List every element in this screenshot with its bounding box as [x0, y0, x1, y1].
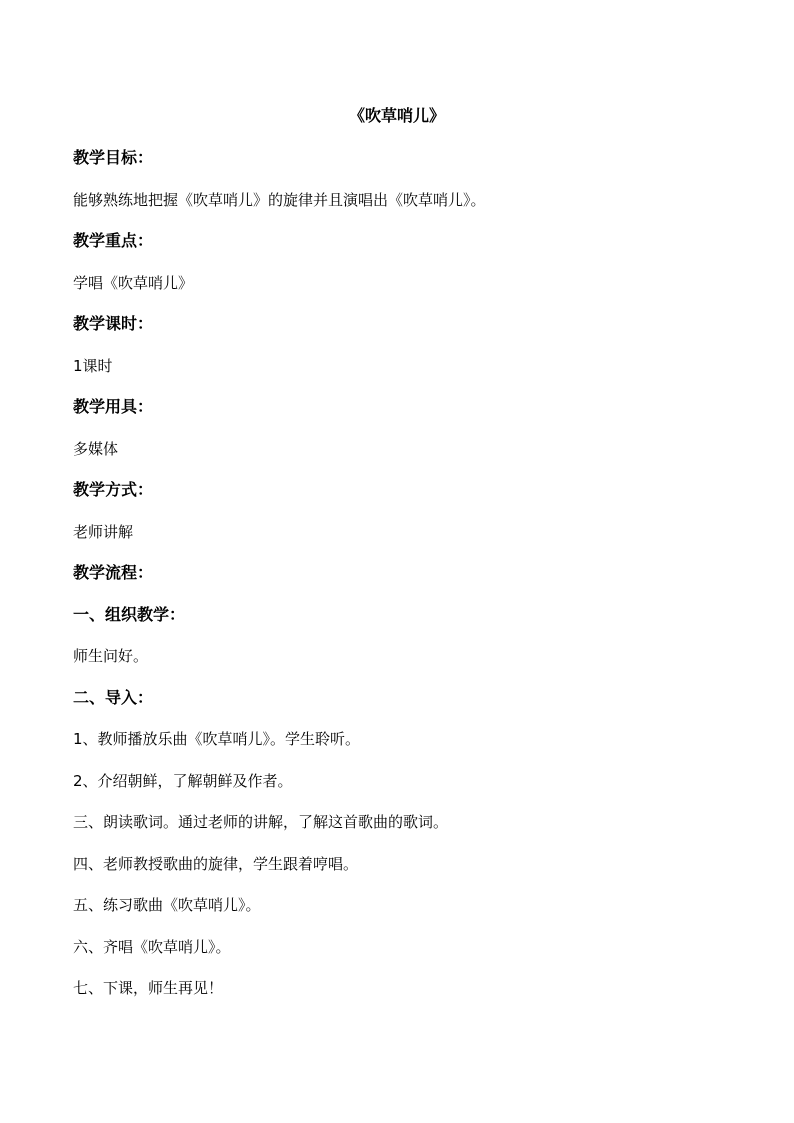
section-text: 七、下课，师生再见！: [73, 979, 224, 997]
section-text: 学唱《吹草哨儿》: [73, 274, 194, 292]
section-heading: 教学重点：: [73, 231, 154, 250]
section-text: 师生问好。: [73, 647, 149, 665]
section-heading: 教学目标：: [73, 148, 154, 167]
section-text: 1、教师播放乐曲《吹草哨儿》。学生聆听。: [73, 730, 361, 748]
section-text: 四、老师教授歌曲的旋律，学生跟着哼唱。: [73, 855, 359, 873]
section-text: 五、练习歌曲《吹草哨儿》。: [73, 896, 261, 914]
section-text: 能够熟练地把握《吹草哨儿》的旋律并且演唱出《吹草哨儿》。: [73, 191, 486, 209]
section-heading: 教学流程：: [73, 563, 154, 582]
section-heading: 教学方式：: [73, 480, 154, 499]
section-text: 2、介绍朝鲜，了解朝鲜及作者。: [73, 772, 293, 790]
document-title: 《吹草哨儿》: [348, 106, 445, 125]
section-heading: 教学课时：: [73, 314, 154, 333]
section-text: 六、齐唱《吹草哨儿》。: [73, 938, 231, 956]
section-heading: 二、导入：: [73, 688, 154, 707]
section-text: 三、朗读歌词。通过老师的讲解，了解这首歌曲的歌词。: [73, 813, 449, 831]
section-heading: 一、组织教学：: [73, 605, 186, 624]
section-text: 老师讲解: [73, 523, 134, 541]
section-text: 多媒体: [73, 440, 119, 458]
section-text: 1课时: [73, 357, 113, 375]
section-heading: 教学用具：: [73, 397, 154, 416]
